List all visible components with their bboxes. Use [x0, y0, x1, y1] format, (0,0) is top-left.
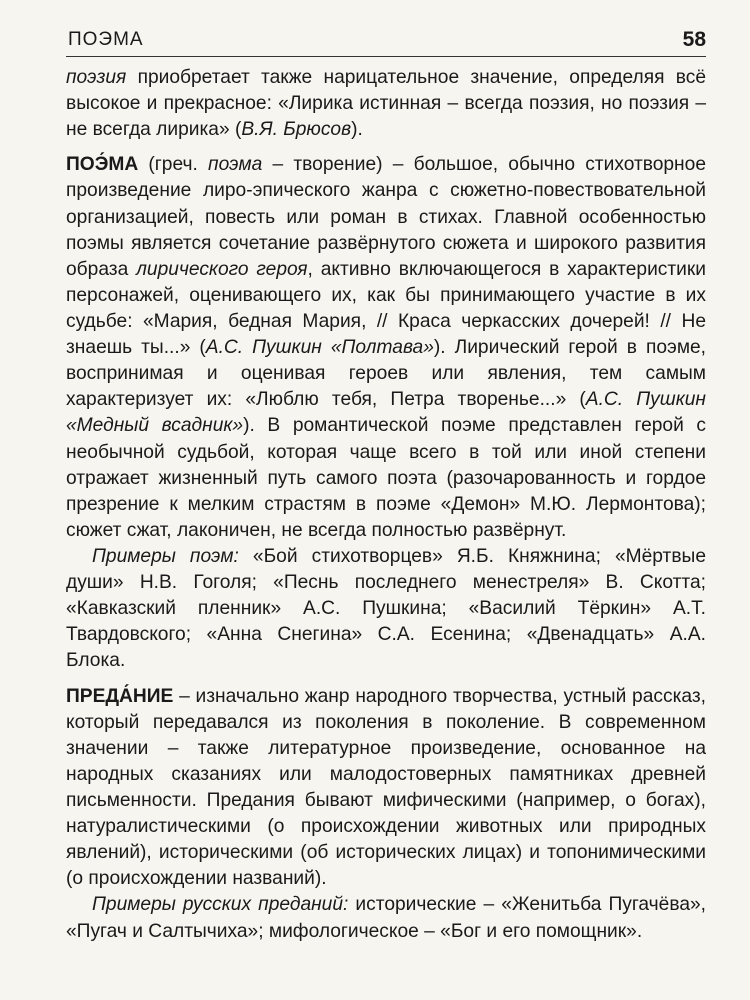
predanie-text: – изначально жанр народного творчества, устный рассказ, который передавался из поколения в поколение. В современном значении – также литературное произведение, основанное на народных сказаниях или малодостоверных памятниках древней письменности. Предания бывают мифическими (например, о богах), натуралистическими (о происхождении животных или природных явлений), историческими (об исторических лицах) и топонимическими (о происхождении названий).	[66, 685, 706, 890]
poema-text-3: , активно включающегося в характеристики персонажей, оценивающего их, как бы принимающего участие в их судьбе: «Мария, бедная Мария, // Краса черкасских дочерей! // Не знаешь ты...» (	[66, 258, 707, 359]
poema-text-1: (греч.	[138, 154, 209, 176]
poema-examples	[66, 544, 706, 675]
poema-text-2: – творение) – большое, обычно стихотворное произведение лиро-эпического жанра с сюжетно-повествовательной организацией, повесть или роман в стихах. Главной особенностью поэмы является сочетание развёрнутого сюжета и широкого развития образа	[66, 154, 706, 280]
page-body	[66, 65, 706, 945]
predanie-examples-text: исторические – «Женитьба Пугачёва», «Пугач и Салтычиха»; мифологическое – «Бог и его помощник».	[66, 894, 706, 942]
poema-examples-label: Примеры поэм:	[92, 545, 239, 567]
intro-paragraph	[66, 65, 706, 143]
intro-text: приобретает также нарицательное значение, определяя всё высокое и прекрасное: «Лирика истинная – всегда поэзия, но поэзия – не всегда лирика» (	[66, 67, 706, 141]
term-poema: ПОЭ́МА	[66, 154, 139, 176]
term-predanie: ПРЕДА́НИЕ	[66, 685, 174, 707]
page-number: 58	[682, 28, 706, 51]
poema-examples-text: «Бой стихотворцев» Я.Б. Княжнина; «Мёртвые души» Н.В. Гоголя; «Песнь последнего менестреля» В. Скотта; «Кавказский пленник» А.С. Пушкина; «Василий Тёркин» А.Т. Твардовского; «Анна Снегина» С.А. Есенина; «Двенадцать» А.А. Блока.	[66, 545, 706, 672]
entry-predanie	[66, 684, 706, 893]
intro-end: ).	[351, 119, 363, 141]
page-header	[66, 20, 706, 57]
running-head: ПОЭМА	[68, 29, 144, 50]
poema-source-poltava: А.С. Пушкин «Полтава»	[205, 337, 434, 359]
poema-etymology: поэма	[208, 154, 263, 176]
intro-author: В.Я. Брюсов	[241, 119, 352, 141]
intro-term: поэзия	[66, 67, 127, 88]
poema-lyric-hero: лирического героя	[136, 258, 308, 280]
poema-text-4: ). Лирический герой в поэме, воспринимая и оценивая героев или явления, тем самым характеризует их: «Люблю тебя, Петра творенье...» (	[66, 337, 707, 411]
poema-source-horseman: А.С. Пушкин «Медный всадник»	[66, 389, 706, 437]
predanie-examples-label: Примеры русских преданий:	[92, 894, 349, 916]
poema-text-5: ). В романтической поэме представлен герой с необычной судьбой, которая чаще всего в той или иной степени отражает жизненный путь самого поэта (разочарованность и гордое презрение к мелким страстям в поэме «Демон» М.Ю. Лермонтова); сюжет сжат, лаконичен, не всегда полностью развёрнут.	[66, 415, 707, 541]
predanie-examples	[66, 892, 706, 944]
entry-poema	[66, 152, 706, 544]
